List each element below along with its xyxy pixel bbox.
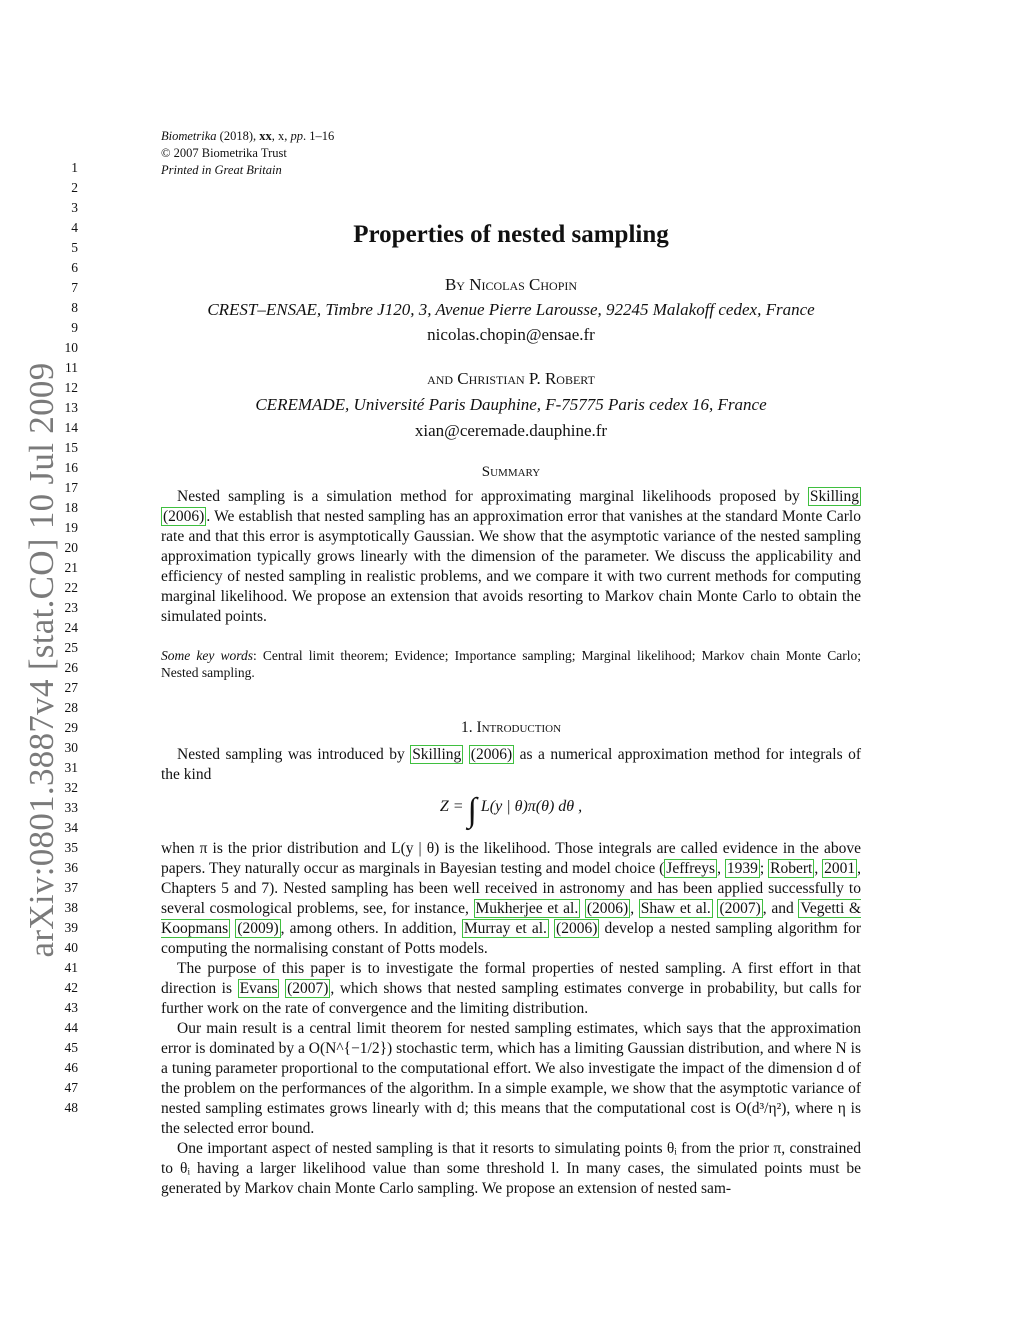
line-number: 19 — [64, 520, 78, 535]
line-number: 17 — [64, 480, 78, 495]
line-number: 2 — [71, 180, 78, 195]
line-number: 42 — [64, 980, 78, 995]
line-number: 9 — [71, 320, 78, 335]
author-1-name: By Nicolas Chopin — [444, 275, 578, 294]
printed-line: Printed in Great Britain — [161, 163, 282, 177]
journal-name: Biometrika — [161, 129, 217, 143]
citation-link[interactable]: (2007) — [287, 980, 329, 997]
line-number: 7 — [71, 280, 78, 295]
line-number: 38 — [64, 900, 78, 915]
line-number: 13 — [64, 400, 78, 415]
equation-evidence: Z = ∫ L(y | θ)π(θ) dθ , — [439, 792, 583, 829]
summary-body — [161, 487, 861, 627]
integral-symbol: ∫ — [467, 792, 477, 829]
keywords-label: Some key words — [161, 648, 253, 663]
citation-link[interactable]: (2009) — [237, 920, 279, 937]
journal-volume: xx — [259, 129, 272, 143]
journal-header — [161, 128, 334, 179]
author-2-name: and Christian P. Robert — [427, 369, 595, 388]
intro-body — [161, 839, 861, 1199]
line-numbers — [56, 158, 78, 1118]
author-2-email[interactable]: xian@ceremade.dauphine.fr — [414, 421, 608, 440]
intro-paragraph-3: The purpose of this paper is to investigate the formal properties of nested sampling. A first effort in that direction is Evans (2007) , which shows that nested sampling estimates converge in probability, but calls for further work on the rate of convergence and the limiting distribution. — [161, 960, 862, 1017]
copyright-line: © 2007 Biometrika Trust — [161, 146, 287, 160]
keywords — [161, 647, 861, 681]
line-number: 8 — [71, 300, 78, 315]
journal-citation: Biometrika (2018), xx, x, pp. 1–16 — [161, 129, 335, 143]
citation-link[interactable]: Skilling — [412, 746, 462, 763]
line-number: 45 — [64, 1040, 78, 1055]
line-number: 18 — [64, 500, 78, 515]
citation-link[interactable]: (2006) — [556, 920, 598, 937]
line-number: 28 — [64, 700, 78, 715]
section-heading-introduction: 1. Introduction — [460, 719, 562, 736]
line-number: 25 — [64, 640, 78, 655]
author-2-affiliation: CEREMADE, Université Paris Dauphine, F-75775 Paris cedex 16, France — [255, 395, 767, 414]
line-number: 39 — [64, 920, 78, 935]
line-number: 3 — [71, 200, 78, 215]
citation-link[interactable]: (2007) — [719, 900, 761, 917]
line-number: 34 — [64, 820, 78, 835]
line-number: 1 — [71, 160, 78, 175]
citation-link[interactable]: 1939 — [726, 860, 758, 877]
intro-paragraph-5: One important aspect of nested sampling is that it resorts to simulating points θᵢ from the prior π, constrained to θᵢ having a larger likelihood value than some threshold l. In many cases, the simulated points must be generated by Markov chain Monte Carlo sampling. We propose an extension of nested sam- — [161, 1140, 861, 1197]
line-number: 36 — [64, 860, 78, 875]
line-number: 26 — [64, 660, 78, 675]
intro-paragraph-4: Our main result is a central limit theorem for nested sampling estimates, which says that the approximation error is dominated by a O(N^{−1/2}) stochastic term, which has a limiting Gaussian distribution, and where N is a tuning parameter proportional to the computational effort. We also investigate the impact of the dimension d of the problem on the performances of the algorithm. In a simple example, we show that the asymptotic variance of nested sampling estimates grows linearly with d; this means that the computational cost is O(d³/η²), where η is the selected error bound. — [161, 1020, 861, 1137]
line-number: 43 — [64, 1000, 78, 1015]
author-1-email[interactable]: nicolas.chopin@ensae.fr — [427, 325, 595, 344]
line-number: 12 — [64, 380, 78, 395]
line-number: 41 — [64, 960, 78, 975]
line-number: 47 — [64, 1080, 78, 1095]
line-number: 21 — [64, 560, 78, 575]
line-number: 11 — [65, 360, 78, 375]
line-number: 6 — [71, 260, 78, 275]
line-number: 48 — [64, 1100, 78, 1115]
line-number: 44 — [64, 1020, 78, 1035]
citation-link[interactable]: Jeffreys — [666, 860, 716, 877]
line-number: 23 — [64, 600, 78, 615]
line-number: 30 — [64, 740, 78, 755]
line-number: 35 — [64, 840, 78, 855]
citation-link[interactable]: Robert — [770, 860, 813, 877]
citation-link[interactable]: (2006) — [163, 508, 205, 525]
line-number: 15 — [64, 440, 78, 455]
line-number: 32 — [64, 780, 78, 795]
line-number: 31 — [64, 760, 78, 775]
citation-link[interactable]: Vegetti & Koopmans — [161, 900, 862, 937]
line-number: 24 — [64, 620, 78, 635]
citation-link[interactable]: (2006) — [586, 900, 629, 917]
line-number: 14 — [64, 420, 78, 435]
citation-link[interactable]: Evans — [239, 980, 278, 997]
line-number: 20 — [64, 540, 78, 555]
line-number: 10 — [64, 340, 78, 355]
line-number: 37 — [64, 880, 78, 895]
author-1-affiliation: CREST–ENSAE, Timbre J120, 3, Avenue Pierre Larousse, 92245 Malakoff cedex, France — [207, 300, 815, 319]
citation-link[interactable]: Shaw et al. — [640, 900, 711, 917]
keywords-text: : Central limit theorem; Evidence; Importance sampling; Marginal likelihood; Markov chain Monte Carlo; Nested sampling. — [161, 648, 861, 680]
line-number: 46 — [64, 1060, 78, 1075]
line-number: 22 — [64, 580, 78, 595]
author-1-block — [161, 273, 861, 297]
line-number: 29 — [64, 720, 78, 735]
line-number: 33 — [64, 800, 78, 815]
line-number: 4 — [71, 220, 78, 235]
intro-paragraph-1: Nested sampling was introduced by Skilling (2006) as a numerical approximation method for integrals of the kind — [161, 746, 861, 783]
citation-link[interactable]: Skilling — [809, 488, 859, 505]
paper-title: Properties of nested sampling — [353, 221, 669, 248]
line-number: 5 — [71, 240, 78, 255]
citation-link[interactable]: Murray et al. — [463, 920, 547, 937]
summary-heading: Summary — [481, 464, 541, 480]
intro-paragraph-2: when π is the prior distribution and L(y | θ) is the likelihood. Those integrals are called evidence in the above papers. They naturally occur as marginals in Bayesian testing and model choice ( Jeffreys , 1939 ; Robert , 2001 , Chapters 5 and 7). Nested sampling has been well received in astronomy and has been applied successfully to several cosmological problems, see, for instance, Mukherjee et al. (2006) , Shaw et al. (2007) , and Vegetti & Koopmans (2009) , among others. In addition, Murray et al. (2006) develop a nested sampling algorithm for computing the normalising constant of Potts models. — [161, 840, 862, 957]
citation-link[interactable]: Mukherjee et al. — [475, 900, 579, 917]
summary-paragraph: Nested sampling is a simulation method for approximating marginal likelihoods proposed by Skilling (2006) . We establish that nested sampling has an approximation error that vanishes at the standard Monte Carlo rate and that this error is asymptotically Gaussian. We show that the asymptotic variance of the nested sampling approximation typically grows linearly with the dimension of the parameter. We discuss the applicability and efficiency of nested sampling in realistic problems, and we compare it with two current methods for computing marginal likelihood. We propose an extension that avoids resorting to Markov chain Monte Carlo to obtain the simulated points. — [161, 488, 861, 625]
citation-link[interactable]: (2006) — [470, 746, 513, 763]
line-number: 27 — [64, 680, 78, 695]
citation-link[interactable]: 2001 — [824, 860, 856, 877]
line-number: 16 — [64, 460, 78, 475]
line-number: 40 — [64, 940, 78, 955]
